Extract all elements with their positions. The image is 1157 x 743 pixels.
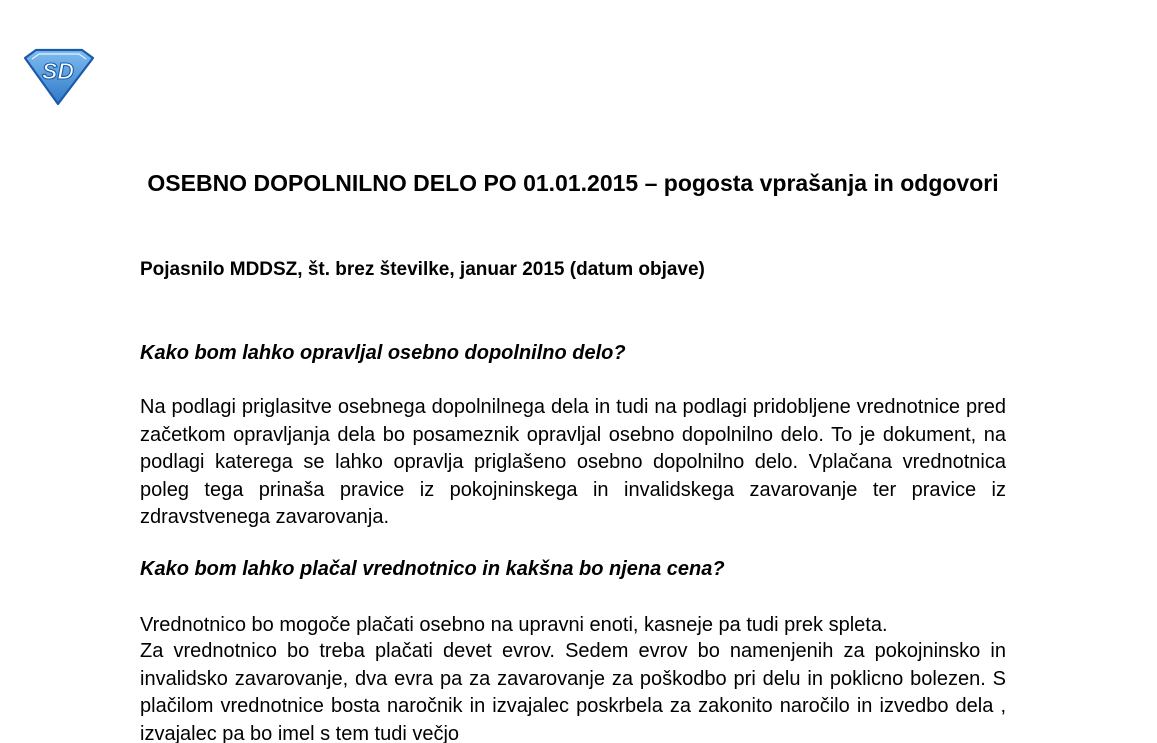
section-paragraph-1: Na podlagi priglasitve osebnega dopolnilnega dela in tudi na podlagi pridobljene vrednotnice pred začetkom opravljanja dela bo posameznik opravljal osebno dopolnilno delo. To je dokument, na podlagi katerega se lahko opravlja priglašeno osebno dopolnilno delo. Vplačana vrednotnica poleg tega prinaša pravice iz pokojninskega in invalidskega zavarovanje ter pravice iz zdravstvenega zavarovanja. — [140, 396, 1006, 529]
section-question-2: Kako bom lahko plačal vrednotnico in kakšna bo njena cena? — [140, 558, 725, 580]
section-paragraph-3: Za vrednotnico bo treba plačati devet evrov. Sedem evrov bo namenjenih za pokojninsko in invalidsko zavarovanje, dva evra pa za zavarovanje za poškodbo pri delu in poklicno bolezen. S plačilom vrednotnice bosta naročnik in izvajalec poskrbela za zakonito naročilo in izvedbo dela , izvajalec pa bo imel s tem tudi večjo — [140, 640, 1006, 743]
sd-shield-logo-icon — [22, 48, 96, 106]
company-logo — [22, 48, 96, 106]
section-question-1: Kako bom lahko opravljal osebno dopolnilno delo? — [140, 342, 626, 364]
svg-text:SD: SD — [42, 58, 74, 84]
document-subtitle: Pojasnilo MDDSZ, št. brez številke, januar 2015 (datum objave) — [140, 259, 705, 280]
document-title: OSEBNO DOPOLNILNO DELO PO 01.01.2015 – pogosta vprašanja in odgovori — [147, 170, 999, 196]
section-paragraph-2: Vrednotnico bo mogoče plačati osebno na upravni enoti, kasneje pa tudi prek spleta. — [140, 614, 888, 636]
